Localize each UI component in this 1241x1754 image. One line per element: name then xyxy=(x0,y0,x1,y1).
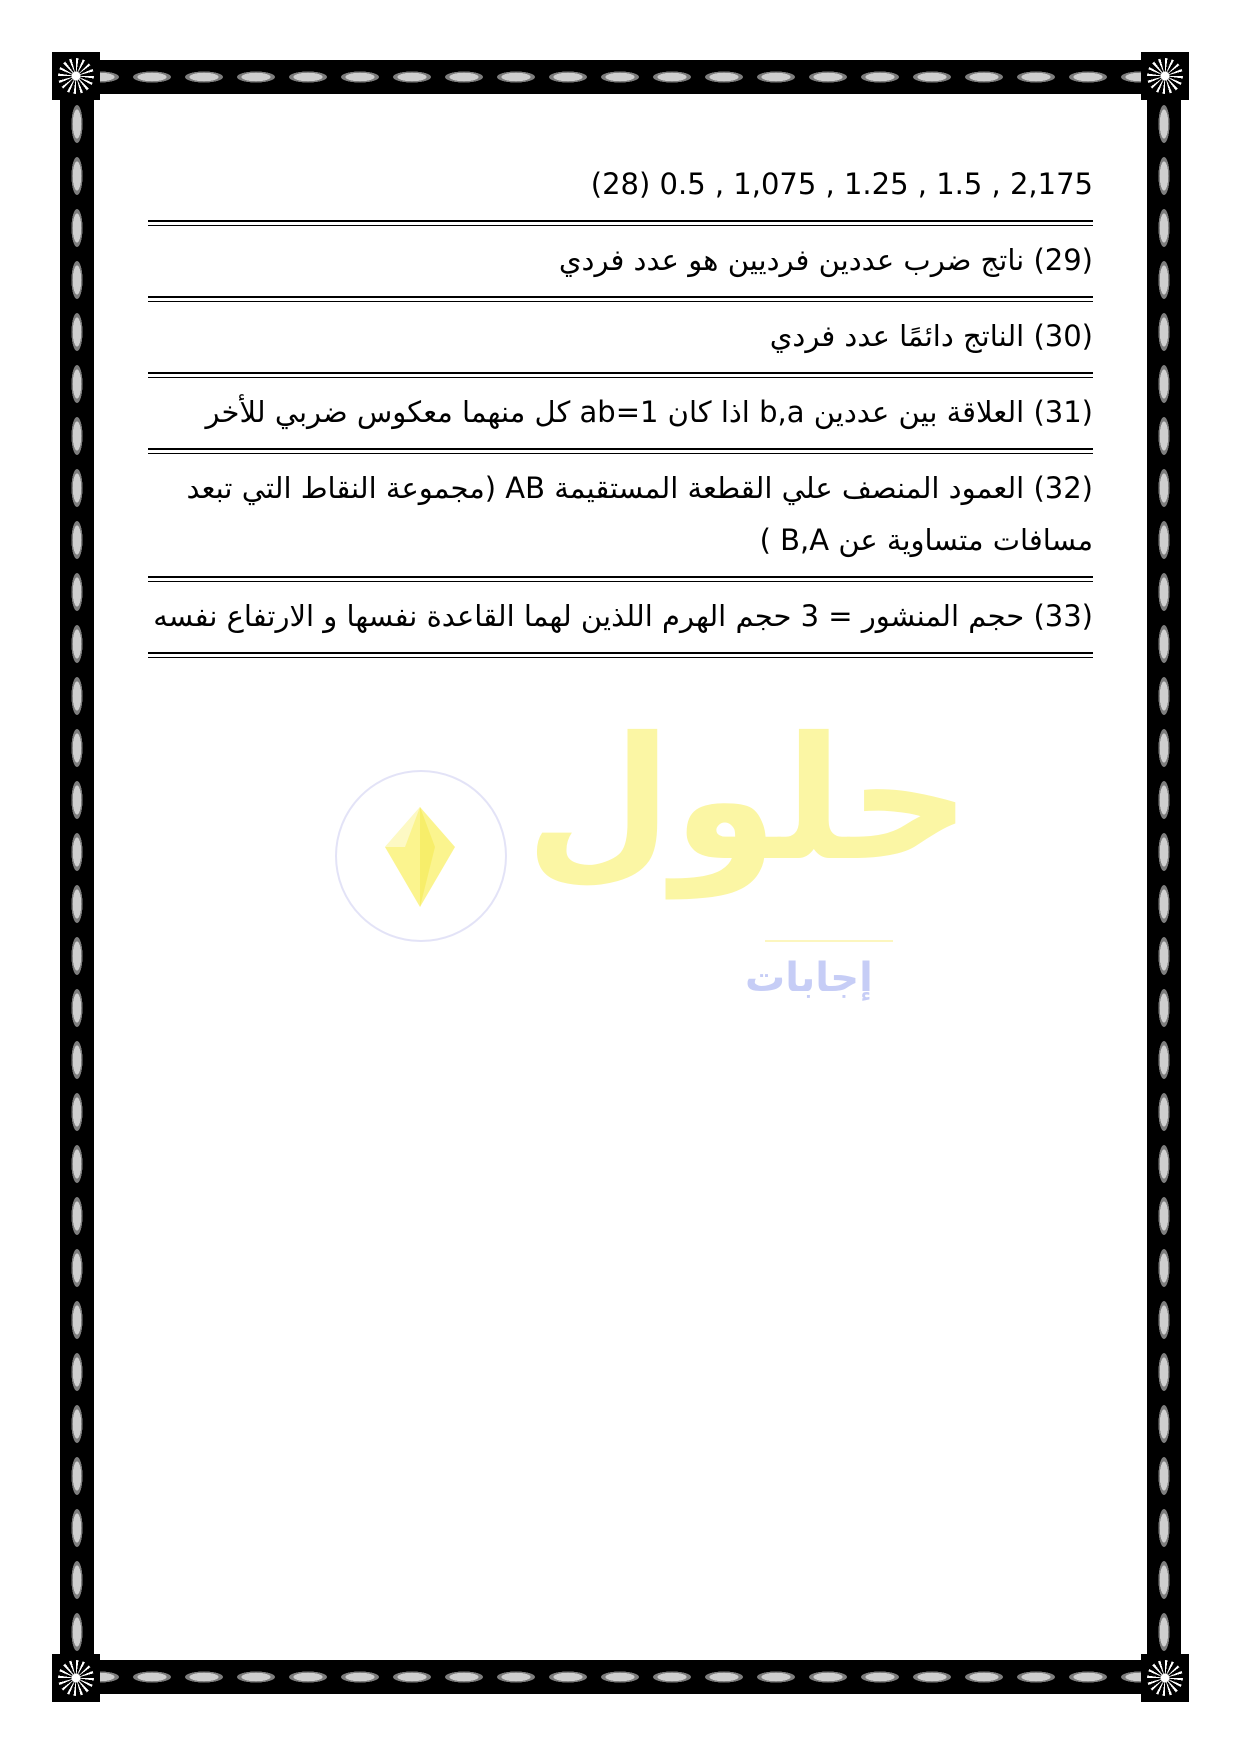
watermark-logo xyxy=(335,700,972,1020)
frame-top-border xyxy=(70,60,1171,94)
answer-text: (30) الناتج دائمًا عدد فردي xyxy=(769,319,1093,353)
corner-ornament-icon xyxy=(52,1654,100,1702)
watermark-subtitle: إجابات xyxy=(745,955,873,1001)
answer-text: (31) العلاقة بين عددين b,a اذا كان ab=1 كل منهما معكوس ضربي للأخر xyxy=(205,395,1093,429)
answer-item-31 xyxy=(148,378,1093,448)
answer-text: (32) العمود المنصف علي القطعة المستقيمة AB (مجموعة النقاط التي تبعد xyxy=(186,471,1093,505)
answer-item-32 xyxy=(148,454,1093,576)
watermark-rule xyxy=(765,940,893,942)
answer-item-29 xyxy=(148,226,1093,296)
answer-item-28 xyxy=(148,150,1093,220)
answer-text: (33) حجم المنشور = 3 حجم الهرم اللذين لهما القاعدة نفسها و الارتفاع نفسه xyxy=(153,599,1093,633)
frame-left-border xyxy=(60,94,94,1660)
frame-right-border xyxy=(1147,94,1181,1660)
watermark-circle xyxy=(335,770,507,942)
answer-text-continued: مسافات متساوية عن B,A ) xyxy=(759,523,1093,557)
answer-item-30 xyxy=(148,302,1093,372)
corner-ornament-icon xyxy=(52,52,100,100)
answers-list xyxy=(148,150,1093,658)
answer-item-33 xyxy=(148,582,1093,652)
answer-text: (29) ناتج ضرب عددين فرديين هو عدد فردي xyxy=(558,243,1093,277)
yellow-gem-icon xyxy=(365,802,475,912)
answer-text: (28) 0.5 , 1,075 , 1.25 , 1.5 , 2,175 xyxy=(590,167,1093,201)
separator-rule xyxy=(148,652,1093,658)
corner-ornament-icon xyxy=(1141,1654,1189,1702)
frame-bottom-border xyxy=(70,1660,1171,1694)
corner-ornament-icon xyxy=(1141,52,1189,100)
watermark-word: حلول xyxy=(525,701,972,899)
